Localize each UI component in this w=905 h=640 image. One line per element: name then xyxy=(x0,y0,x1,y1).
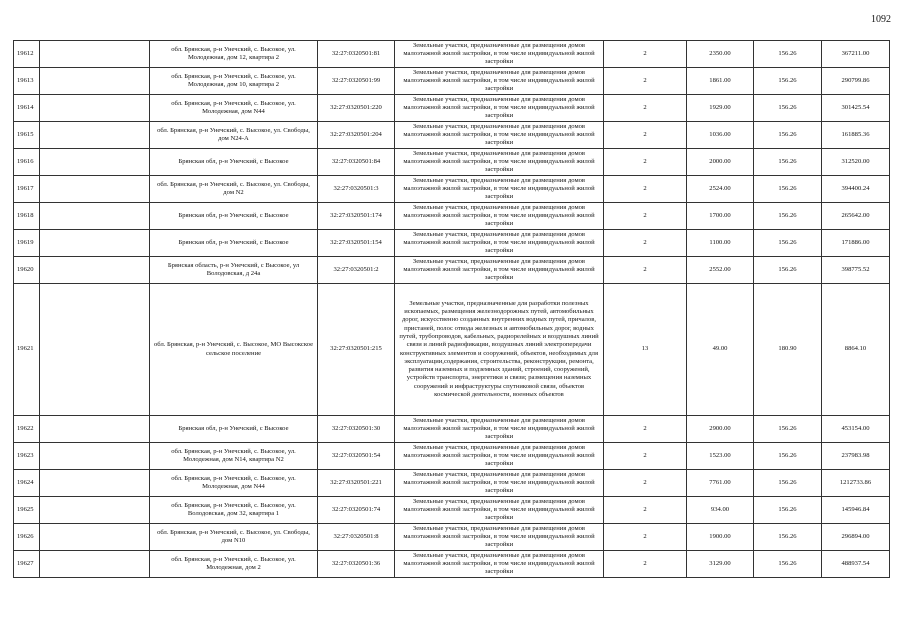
empty-cell xyxy=(40,176,150,203)
use-group-code-cell: 2 xyxy=(604,416,687,443)
use-group-code-cell: 2 xyxy=(604,149,687,176)
table-row xyxy=(14,203,890,230)
specific-value-cell: 156.26 xyxy=(754,257,822,284)
cadastral-number-cell: 32:27:0320501:30 xyxy=(318,416,395,443)
area-cell: 2900.00 xyxy=(687,416,754,443)
table-row xyxy=(14,230,890,257)
table-row xyxy=(14,176,890,203)
address-cell: обл. Брянская, р-н Унечский, с. Высокое, ул. Молодежная, дом 10, квартира 2 xyxy=(150,68,318,95)
address-cell: обл. Брянская, р-н Унечский, с. Высокое, ул. Свободы, дом N24-А xyxy=(150,122,318,149)
address-cell: Брянская обл, р-н Унечский, с Высокое xyxy=(150,230,318,257)
land-use-cell: Земельные участки, предназначенные для размещения домов малоэтажной жилой застройки, в том числе индивидуальной жилой застройки xyxy=(395,497,604,524)
cadastral-number-cell: 32:27:0320501:36 xyxy=(318,551,395,578)
page-number: 1092 xyxy=(871,14,891,25)
land-use-cell: Земельные участки, предназначенные для размещения домов малоэтажной жилой застройки, в том числе индивидуальной жилой застройки xyxy=(395,149,604,176)
empty-cell xyxy=(40,470,150,497)
empty-cell xyxy=(40,551,150,578)
cadastral-value-cell: 8864.10 xyxy=(822,284,890,416)
area-cell: 49.00 xyxy=(687,284,754,416)
table-row xyxy=(14,551,890,578)
specific-value-cell: 156.26 xyxy=(754,230,822,257)
use-group-code-cell: 2 xyxy=(604,203,687,230)
use-group-code-cell: 2 xyxy=(604,470,687,497)
cadastral-number-cell: 32:27:0320501:204 xyxy=(318,122,395,149)
use-group-code-cell: 2 xyxy=(604,551,687,578)
cadastral-number-cell: 32:27:0320501:215 xyxy=(318,284,395,416)
land-use-cell: Земельные участки, предназначенные для размещения домов малоэтажной жилой застройки, в том числе индивидуальной жилой застройки xyxy=(395,95,604,122)
table-row xyxy=(14,68,890,95)
land-use-cell: Земельные участки, предназначенные для размещения домов малоэтажной жилой застройки, в том числе индивидуальной жилой застройки xyxy=(395,257,604,284)
area-cell: 1900.00 xyxy=(687,524,754,551)
empty-cell xyxy=(40,68,150,95)
land-use-cell: Земельные участки, предназначенные для размещения домов малоэтажной жилой застройки, в том числе индивидуальной жилой застройки xyxy=(395,443,604,470)
cadastral-value-cell: 398775.52 xyxy=(822,257,890,284)
land-use-cell: Земельные участки, предназначенные для размещения домов малоэтажной жилой застройки, в том числе индивидуальной жилой застройки xyxy=(395,416,604,443)
table-row xyxy=(14,416,890,443)
row-number-cell: 19613 xyxy=(14,68,40,95)
address-cell: обл. Брянская, р-н Унечский, с. Высокое, ул. Молодежная, дом N44 xyxy=(150,95,318,122)
use-group-code-cell: 2 xyxy=(604,497,687,524)
address-cell: Брянская обл, р-н Унечский, с Высокое xyxy=(150,149,318,176)
address-cell: обл. Брянская, р-н Унечский, с. Высокое, ул. Молодежная, дом 2 xyxy=(150,551,318,578)
empty-cell xyxy=(40,524,150,551)
land-use-cell: Земельные участки, предназначенные для размещения домов малоэтажной жилой застройки, в том числе индивидуальной жилой застройки xyxy=(395,176,604,203)
cadastral-value-cell: 301425.54 xyxy=(822,95,890,122)
row-number-cell: 19615 xyxy=(14,122,40,149)
row-number-cell: 19626 xyxy=(14,524,40,551)
area-cell: 7761.00 xyxy=(687,470,754,497)
area-cell: 2552.00 xyxy=(687,257,754,284)
table-row xyxy=(14,443,890,470)
cadastral-value-cell: 171886.00 xyxy=(822,230,890,257)
land-use-cell: Земельные участки, предназначенные для размещения домов малоэтажной жилой застройки, в том числе индивидуальной жилой застройки xyxy=(395,524,604,551)
use-group-code-cell: 2 xyxy=(604,443,687,470)
use-group-code-cell: 2 xyxy=(604,41,687,68)
cadastral-value-cell: 145946.84 xyxy=(822,497,890,524)
cadastral-number-cell: 32:27:0320501:220 xyxy=(318,95,395,122)
cadastral-number-cell: 32:27:0320501:221 xyxy=(318,470,395,497)
specific-value-cell: 156.26 xyxy=(754,149,822,176)
specific-value-cell: 156.26 xyxy=(754,68,822,95)
row-number-cell: 19624 xyxy=(14,470,40,497)
specific-value-cell: 156.26 xyxy=(754,470,822,497)
cadastral-value-cell: 1212733.86 xyxy=(822,470,890,497)
specific-value-cell: 156.26 xyxy=(754,95,822,122)
area-cell: 1861.00 xyxy=(687,68,754,95)
use-group-code-cell: 2 xyxy=(604,68,687,95)
row-number-cell: 19617 xyxy=(14,176,40,203)
row-number-cell: 19627 xyxy=(14,551,40,578)
row-number-cell: 19620 xyxy=(14,257,40,284)
area-cell: 2524.00 xyxy=(687,176,754,203)
cadastral-value-cell: 237983.98 xyxy=(822,443,890,470)
specific-value-cell: 180.90 xyxy=(754,284,822,416)
table-row xyxy=(14,41,890,68)
table-row xyxy=(14,95,890,122)
cadastral-number-cell: 32:27:0320501:54 xyxy=(318,443,395,470)
empty-cell xyxy=(40,122,150,149)
address-cell: Брянская обл, р-н Унечский, с Высокое xyxy=(150,203,318,230)
use-group-code-cell: 2 xyxy=(604,95,687,122)
cadastral-number-cell: 32:27:0320501:74 xyxy=(318,497,395,524)
table-row xyxy=(14,524,890,551)
address-cell: обл. Брянская, р-н Унечский, с. Высокое, МО Высокское сельское поселение xyxy=(150,284,318,416)
specific-value-cell: 156.26 xyxy=(754,551,822,578)
empty-cell xyxy=(40,284,150,416)
row-number-cell: 19625 xyxy=(14,497,40,524)
empty-cell xyxy=(40,416,150,443)
cadastral-number-cell: 32:27:0320501:3 xyxy=(318,176,395,203)
cadastral-value-cell: 367211.00 xyxy=(822,41,890,68)
cadastral-number-cell: 32:27:0320501:84 xyxy=(318,149,395,176)
cadastral-number-cell: 32:27:0320501:174 xyxy=(318,203,395,230)
address-cell: обл. Брянская, р-н Унечский, с. Высокое, ул. Свободы, дом N2 xyxy=(150,176,318,203)
row-number-cell: 19622 xyxy=(14,416,40,443)
table-row xyxy=(14,257,890,284)
row-number-cell: 19621 xyxy=(14,284,40,416)
cadastral-number-cell: 32:27:0320501:99 xyxy=(318,68,395,95)
specific-value-cell: 156.26 xyxy=(754,122,822,149)
specific-value-cell: 156.26 xyxy=(754,176,822,203)
land-use-cell: Земельные участки, предназначенные для размещения домов малоэтажной жилой застройки, в том числе индивидуальной жилой застройки xyxy=(395,122,604,149)
empty-cell xyxy=(40,41,150,68)
empty-cell xyxy=(40,203,150,230)
row-number-cell: 19616 xyxy=(14,149,40,176)
cadastral-number-cell: 32:27:0320501:154 xyxy=(318,230,395,257)
area-cell: 3129.00 xyxy=(687,551,754,578)
empty-cell xyxy=(40,497,150,524)
land-use-cell: Земельные участки, предназначенные для размещения домов малоэтажной жилой застройки, в том числе индивидуальной жилой застройки xyxy=(395,470,604,497)
land-use-cell: Земельные участки, предназначенные для размещения домов малоэтажной жилой застройки, в том числе индивидуальной жилой застройки xyxy=(395,41,604,68)
specific-value-cell: 156.26 xyxy=(754,443,822,470)
area-cell: 1523.00 xyxy=(687,443,754,470)
cadastral-value-cell: 161885.36 xyxy=(822,122,890,149)
area-cell: 1036.00 xyxy=(687,122,754,149)
table-row xyxy=(14,497,890,524)
use-group-code-cell: 2 xyxy=(604,230,687,257)
address-cell: обл. Брянская, р-н Унечский, с. Высокое, ул. Володовская, дом 32, квартира 1 xyxy=(150,497,318,524)
table-row xyxy=(14,149,890,176)
empty-cell xyxy=(40,95,150,122)
land-use-cell: Земельные участки, предназначенные для размещения домов малоэтажной жилой застройки, в том числе индивидуальной жилой застройки xyxy=(395,551,604,578)
area-cell: 2000.00 xyxy=(687,149,754,176)
cadastral-value-cell: 265642.00 xyxy=(822,203,890,230)
row-number-cell: 19612 xyxy=(14,41,40,68)
specific-value-cell: 156.26 xyxy=(754,497,822,524)
cadastral-value-cell: 290799.86 xyxy=(822,68,890,95)
use-group-code-cell: 2 xyxy=(604,257,687,284)
cadastral-value-cell: 312520.00 xyxy=(822,149,890,176)
table-row xyxy=(14,470,890,497)
area-cell: 2350.00 xyxy=(687,41,754,68)
cadastral-value-cell: 394400.24 xyxy=(822,176,890,203)
specific-value-cell: 156.26 xyxy=(754,524,822,551)
row-number-cell: 19619 xyxy=(14,230,40,257)
empty-cell xyxy=(40,257,150,284)
address-cell: Брянская область, р-н Унечский, с Высокое, ул Володовская, д 24а xyxy=(150,257,318,284)
land-use-cell: Земельные участки, предназначенные для разработки полезных ископаемых, размещения железнодорожных путей, автомобильных дорог, искусственно созданных внутренних водных путей, причалов, пристаней, полос отвода железных и автомобильных дорог, водных путей, трубопроводов, кабельных, радиорелейных и воздушных линий связи и линий радиофикации, воздушных линий электропередачи конструктивных элементов и сооружений, объектов, необходимых для эксплуатации,содержания, строительства, реконструкции, ремонта, развития наземных и подземных зданий, строений, сооружений, устройств транспорта, энергетики и связи; размещения наземных сооружений и инфраструктуры спутниковой связи, объектов космической деятельности, военных объектов xyxy=(395,284,604,416)
empty-cell xyxy=(40,149,150,176)
cadastral-number-cell: 32:27:0320501:81 xyxy=(318,41,395,68)
cadastral-value-cell: 296894.00 xyxy=(822,524,890,551)
area-cell: 934.00 xyxy=(687,497,754,524)
area-cell: 1700.00 xyxy=(687,203,754,230)
address-cell: обл. Брянская, р-н Унечский, с. Высокое, ул. Свободы, дом N10 xyxy=(150,524,318,551)
table-row xyxy=(14,122,890,149)
address-cell: Брянская обл, р-н Унечский, с Высокое xyxy=(150,416,318,443)
area-cell: 1929.00 xyxy=(687,95,754,122)
address-cell: обл. Брянская, р-н Унечский, с. Высокое, ул. Молодежная, дом 12, квартира 2 xyxy=(150,41,318,68)
cadastral-value-cell: 453154.00 xyxy=(822,416,890,443)
address-cell: обл. Брянская, р-н Унечский, с. Высокое, ул. Молодежная, дом N44 xyxy=(150,470,318,497)
empty-cell xyxy=(40,230,150,257)
cadastral-value-cell: 488937.54 xyxy=(822,551,890,578)
cadastral-number-cell: 32:27:0320501:2 xyxy=(318,257,395,284)
land-use-cell: Земельные участки, предназначенные для размещения домов малоэтажной жилой застройки, в том числе индивидуальной жилой застройки xyxy=(395,230,604,257)
use-group-code-cell: 13 xyxy=(604,284,687,416)
row-number-cell: 19623 xyxy=(14,443,40,470)
use-group-code-cell: 2 xyxy=(604,122,687,149)
cadastral-value-table xyxy=(13,40,890,578)
table-body xyxy=(14,41,890,578)
land-use-cell: Земельные участки, предназначенные для размещения домов малоэтажной жилой застройки, в том числе индивидуальной жилой застройки xyxy=(395,68,604,95)
row-number-cell: 19618 xyxy=(14,203,40,230)
cadastral-number-cell: 32:27:0320501:8 xyxy=(318,524,395,551)
specific-value-cell: 156.26 xyxy=(754,41,822,68)
land-use-cell: Земельные участки, предназначенные для размещения домов малоэтажной жилой застройки, в том числе индивидуальной жилой застройки xyxy=(395,203,604,230)
specific-value-cell: 156.26 xyxy=(754,416,822,443)
use-group-code-cell: 2 xyxy=(604,524,687,551)
row-number-cell: 19614 xyxy=(14,95,40,122)
area-cell: 1100.00 xyxy=(687,230,754,257)
address-cell: обл. Брянская, р-н Унечский, с. Высокое, ул. Молодежная, дом N14, квартира N2 xyxy=(150,443,318,470)
empty-cell xyxy=(40,443,150,470)
use-group-code-cell: 2 xyxy=(604,176,687,203)
table-row xyxy=(14,284,890,416)
specific-value-cell: 156.26 xyxy=(754,203,822,230)
